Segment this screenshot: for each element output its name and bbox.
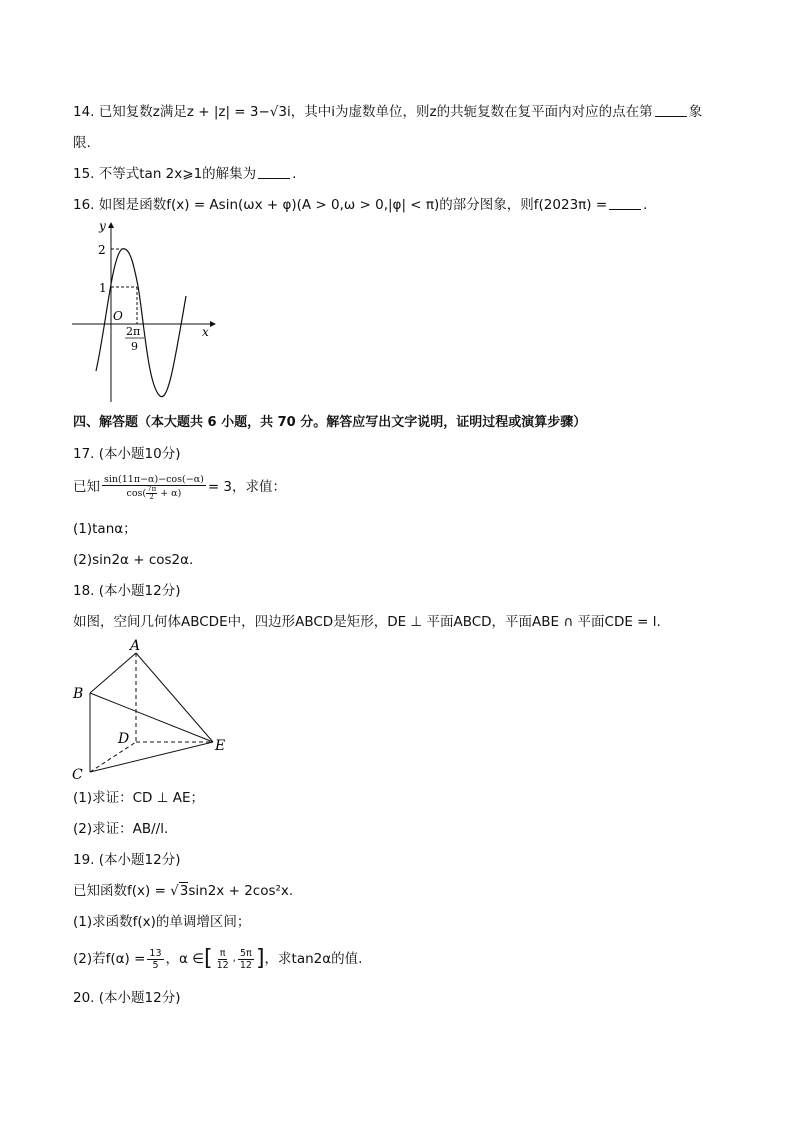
q17-fraction	[102, 474, 206, 501]
origin-label: O	[113, 309, 123, 323]
q19-stem-prefix: 已知函数f(x) =	[73, 883, 171, 899]
q17-title: 17. (本小题10分)	[73, 446, 181, 462]
section4-heading: 四、解答题（本大题共 6 小题，共 70 分。解答应写出文字说明，证明过程或演算步骤）	[73, 415, 587, 430]
q19-part2-mid: ，α ∈	[165, 951, 204, 967]
edge-CE	[90, 742, 213, 772]
q17-inner-den: 2	[149, 492, 154, 501]
q19-interval-b-den: 12	[239, 959, 252, 971]
q17-inner-num: 7π	[147, 484, 157, 493]
x-axis-label: x	[202, 325, 209, 339]
q17-given	[73, 470, 286, 504]
q19-left-bracket: [	[203, 946, 213, 971]
q19-frac-den: 5	[152, 959, 159, 971]
y-axis-label: y	[99, 219, 106, 233]
q18-stem: 如图，空间几何体ABCDE中，四边形ABCD是矩形，DE ⊥ 平面ABCD，平面ABE ∩ 平面CDE = l.	[73, 614, 661, 630]
q15-text: 15. 不等式tan 2x⩾1的解集为	[73, 166, 257, 182]
x-tick-den: 9	[131, 340, 138, 353]
q17-frac-numerator: sin(11π−α)−cos(−α)	[104, 473, 204, 485]
q16-line	[73, 196, 647, 214]
edge-BE	[90, 693, 213, 742]
q16-answer-blank[interactable]	[609, 197, 641, 210]
q17-den-prefix: cos(	[126, 487, 147, 499]
q19-interval-b	[238, 948, 254, 971]
q19-part2-prefix: (2)若f(α) =	[73, 951, 146, 967]
q15-answer-blank[interactable]	[258, 166, 290, 179]
q17-eq: = 3，求值：	[207, 479, 287, 495]
q17-part2: (2)sin2α + cos2α.	[73, 552, 194, 568]
vertex-E: E	[215, 738, 226, 754]
q19-part2-suffix: ，求tan2α的值.	[264, 951, 363, 967]
q19-value-fraction	[147, 948, 163, 971]
q14-answer-blank[interactable]	[655, 104, 687, 117]
edge-AE	[136, 653, 213, 742]
q19-interval-a	[215, 948, 231, 971]
q15-end: .	[292, 166, 297, 182]
edge-AB	[90, 653, 136, 693]
q14-line2: 限.	[73, 135, 91, 151]
q20-title: 20. (本小题12分)	[73, 990, 181, 1006]
q18-title: 18. (本小题12分)	[73, 583, 181, 599]
q19-right-bracket: ]	[255, 946, 265, 971]
q19-part2	[73, 942, 362, 976]
q18-solid-figure	[68, 636, 238, 786]
q14-text: 14. 已知复数z满足z + |z| = 3−√3i，其中i为虚数单位，则z的共轭复数在复平面内对应的点在第	[73, 104, 653, 120]
q19-interval-comma: ,	[232, 953, 236, 964]
q17-frac-denominator	[125, 486, 184, 501]
q19-frac-num: 13	[149, 947, 162, 959]
q16-end: .	[643, 197, 648, 213]
q17-den-suffix: + α)	[157, 487, 182, 499]
q18-part2: (2)求证：AB//l.	[73, 821, 169, 837]
q16-sine-graph	[68, 216, 218, 406]
vertex-A: A	[130, 638, 141, 654]
q18-part1: (1)求证：CD ⊥ AE；	[73, 790, 205, 806]
vertex-D: D	[118, 731, 130, 747]
x-axis-arrow	[210, 321, 216, 327]
y-axis-arrow	[108, 222, 114, 228]
q19-interval-a-num: π	[219, 947, 226, 959]
x-tick-num: 2π	[126, 325, 141, 338]
q19-interval-b-num: 5π	[240, 947, 252, 959]
q17-given-prefix: 已知	[73, 479, 100, 495]
q17-den-inner-fraction	[146, 486, 157, 501]
q14-tail: 象	[688, 104, 703, 120]
q15-line	[73, 165, 296, 183]
q19-stem: 已知函数f(x) = √3sin2x + 2cos²x.	[73, 883, 294, 899]
q19-sqrt-value: 3	[179, 883, 189, 899]
q19-stem-suffix: sin2x + 2cos²x.	[188, 883, 294, 899]
q14-line1	[73, 103, 702, 121]
q16-text: 16. 如图是函数f(x) = Asin(ωx + φ)(A > 0,ω > 0,|φ| < π)的部分图象，则f(2023π) =	[73, 197, 608, 213]
q19-title: 19. (本小题12分)	[73, 852, 181, 868]
tick-1: 1	[99, 281, 107, 295]
q17-part1: (1)tanα；	[73, 521, 137, 537]
q19-interval-a-den: 12	[216, 959, 229, 971]
sine-curve	[96, 249, 186, 397]
vertex-B: B	[73, 686, 84, 702]
tick-2: 2	[98, 243, 106, 257]
vertex-C: C	[72, 767, 83, 783]
q19-part1: (1)求函数f(x)的单调增区间；	[73, 914, 251, 930]
